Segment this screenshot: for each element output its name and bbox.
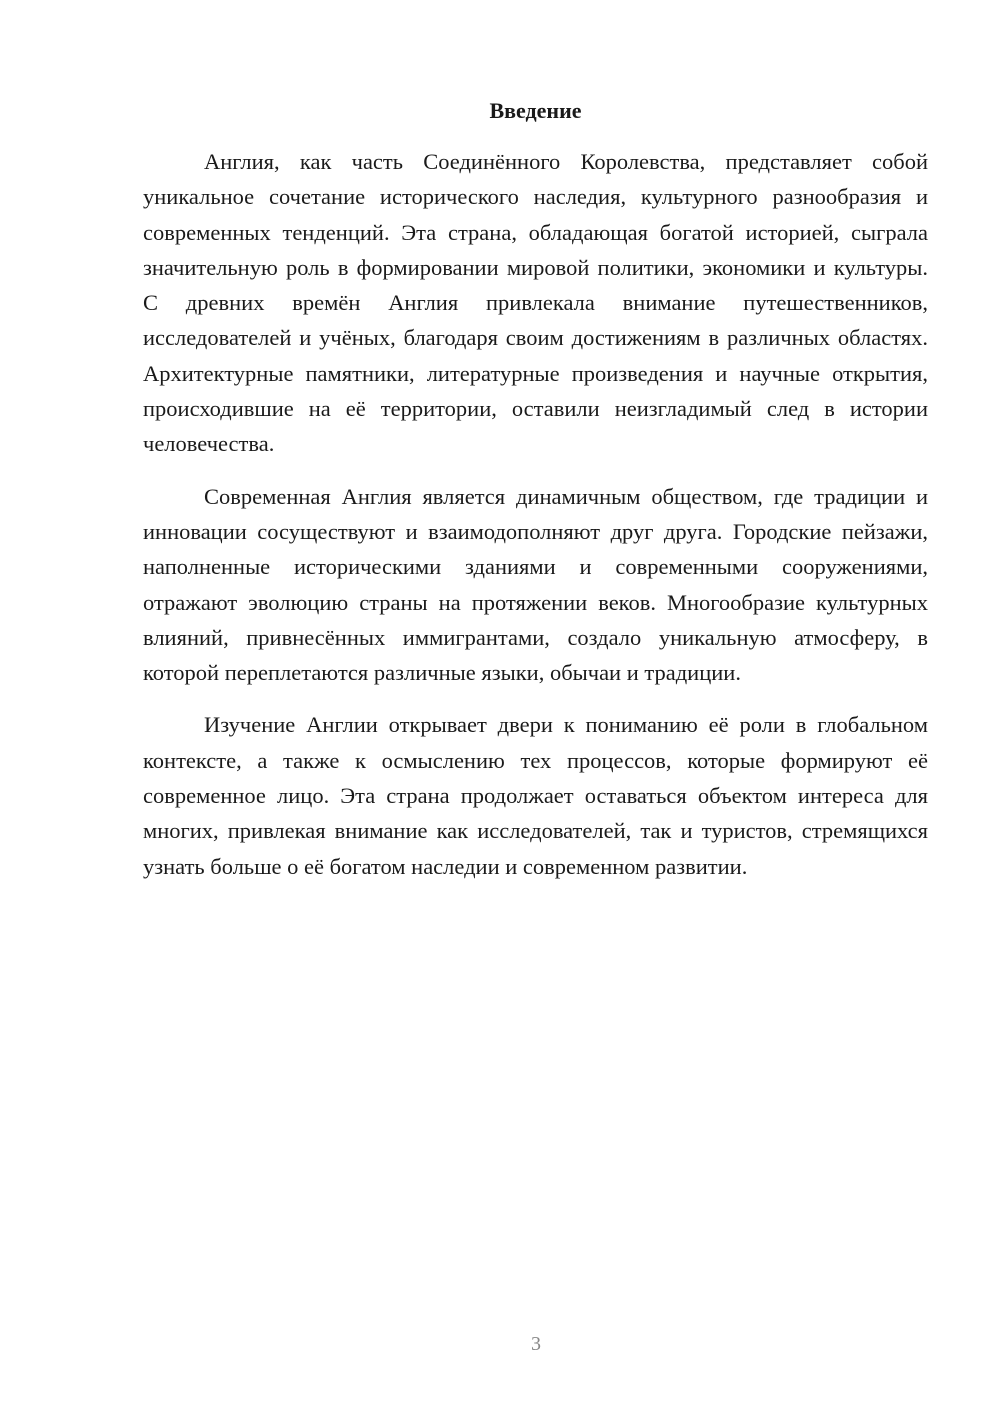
paragraph-1: Англия, как часть Соединённого Королевства, представляет собой уникальное сочетание исторического наследия, культурного разнообразия и современных тенденций. Эта страна, обладающая богатой историей, сыграла значительную роль в формировании мировой политики, экономики и культуры. С древних времён Англия привлекала внимание путешественников, исследователей и учёных, благодаря своим достижениям в различных областях. Архитектурные памятники, литературные произведения и научные открытия, происходившие на её территории, оставили неизгладимый след в истории человечества.: [143, 149, 928, 457]
paragraph-3: Изучение Англии открывает двери к пониманию её роли в глобальном контексте, а также к осмыслению тех процессов, которые формируют её современное лицо. Эта страна продолжает оставаться объектом интереса для многих, привлекая внимание как исследователей, так и туристов, стремящихся узнать больше о её богатом наследии и современном развитии.: [143, 712, 928, 879]
page-content: [143, 95, 928, 901]
section-heading: Введение: [489, 98, 582, 123]
paragraph-2: Современная Англия является динамичным обществом, где традиции и инновации сосуществуют и взаимодополняют друг друга. Городские пейзажи, наполненные историческими зданиями и современными сооружениями, отражают эволюцию страны на протяжении веков. Многообразие культурных влияний, привнесённых иммигрантами, создало уникальную атмосферу, в которой переплетаются различные языки, обычаи и традиции.: [143, 483, 928, 686]
page-number: 3: [531, 1333, 541, 1355]
